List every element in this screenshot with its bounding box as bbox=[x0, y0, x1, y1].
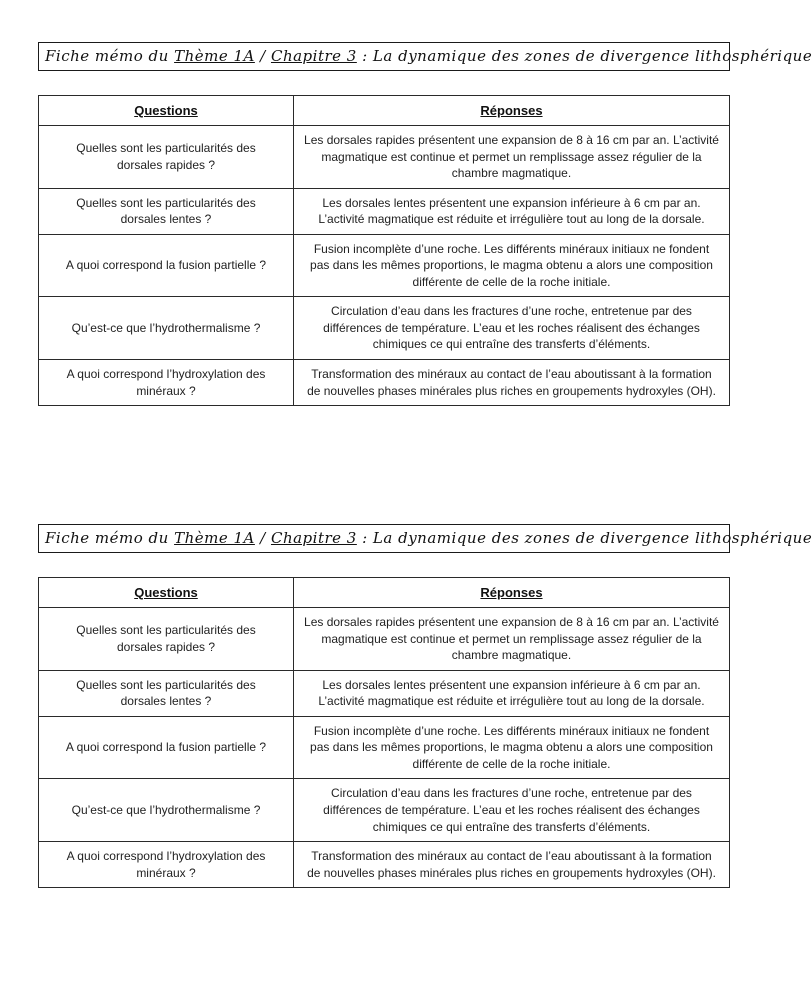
table-header-row bbox=[39, 96, 730, 126]
question-cell: A quoi correspond la fusion partielle ? bbox=[39, 716, 294, 779]
title-box bbox=[38, 524, 812, 553]
header-questions: Questions bbox=[39, 96, 294, 126]
table-row bbox=[39, 716, 730, 779]
question-cell: Quelles sont les particularités des dorsales rapides ? bbox=[39, 608, 294, 671]
question-cell: Quelles sont les particularités des dorsales rapides ? bbox=[39, 126, 294, 189]
answer-cell: Fusion incomplète d’une roche. Les différents minéraux initiaux ne fondent pas dans les mêmes proportions, le magma obtenu a alors une composition différente de celle de la roche initiale. bbox=[294, 234, 730, 297]
answer-cell: Transformation des minéraux au contact de l’eau aboutissant à la formation de nouvelles phases minérales plus riches en groupements hydroxyles (OH). bbox=[294, 360, 730, 406]
question-cell: A quoi correspond la fusion partielle ? bbox=[39, 234, 294, 297]
header-reponses: Réponses bbox=[294, 578, 730, 608]
table-row bbox=[39, 670, 730, 716]
table-row bbox=[39, 842, 730, 888]
question-cell: A quoi correspond l’hydroxylation des minéraux ? bbox=[39, 360, 294, 406]
memo-section-1 bbox=[38, 0, 812, 406]
answer-cell: Circulation d’eau dans les fractures d’une roche, entretenue par des différences de température. L’eau et les roches réalisent des échanges chimiques ce qui entraîne des transferts d’éléments. bbox=[294, 779, 730, 842]
table-row bbox=[39, 297, 730, 360]
answer-cell: Transformation des minéraux au contact de l’eau aboutissant à la formation de nouvelles phases minérales plus riches en groupements hydroxyles (OH). bbox=[294, 842, 730, 888]
answer-cell: Les dorsales rapides présentent une expansion de 8 à 16 cm par an. L’activité magmatique est continue et permet un remplissage assez régulier de la chambre magmatique. bbox=[294, 608, 730, 671]
answer-cell: Les dorsales rapides présentent une expansion de 8 à 16 cm par an. L’activité magmatique est continue et permet un remplissage assez régulier de la chambre magmatique. bbox=[294, 126, 730, 189]
table-header-row bbox=[39, 578, 730, 608]
answer-cell: Les dorsales lentes présentent une expansion inférieure à 6 cm par an. L’activité magmatique est réduite et irrégulière tout au long de la dorsale. bbox=[294, 188, 730, 234]
title-theme: Thème 1A bbox=[174, 529, 255, 548]
answer-cell: Fusion incomplète d’une roche. Les différents minéraux initiaux ne fondent pas dans les mêmes proportions, le magma obtenu a alors une composition différente de celle de la roche initiale. bbox=[294, 716, 730, 779]
title-rest: : La dynamique des zones de divergence lithosphérique bbox=[356, 529, 812, 548]
answer-cell: Les dorsales lentes présentent une expansion inférieure à 6 cm par an. L’activité magmatique est réduite et irrégulière tout au long de la dorsale. bbox=[294, 670, 730, 716]
title-rest: : La dynamique des zones de divergence lithosphérique bbox=[356, 47, 812, 65]
table-row bbox=[39, 234, 730, 297]
title-theme: Thème 1A bbox=[174, 47, 255, 65]
table-row bbox=[39, 360, 730, 406]
table-row bbox=[39, 779, 730, 842]
answer-cell: Circulation d’eau dans les fractures d’une roche, entretenue par des différences de température. L’eau et les roches réalisent des échanges chimiques ce qui entraîne des transferts d’éléments. bbox=[294, 297, 730, 360]
qa-table bbox=[38, 95, 730, 406]
question-cell: Quelles sont les particularités des dorsales lentes ? bbox=[39, 670, 294, 716]
header-questions: Questions bbox=[39, 578, 294, 608]
title-box bbox=[38, 42, 812, 71]
table-row bbox=[39, 126, 730, 189]
title-separator: / bbox=[254, 529, 271, 548]
question-cell: A quoi correspond l’hydroxylation des minéraux ? bbox=[39, 842, 294, 888]
question-cell: Qu’est-ce que l’hydrothermalisme ? bbox=[39, 297, 294, 360]
table-row bbox=[39, 608, 730, 671]
title-chapter: Chapitre 3 bbox=[270, 47, 357, 65]
title-prefix: Fiche mémo du bbox=[45, 47, 175, 65]
memo-section-2 bbox=[38, 406, 812, 888]
header-reponses: Réponses bbox=[294, 96, 730, 126]
question-cell: Qu’est-ce que l’hydrothermalisme ? bbox=[39, 779, 294, 842]
qa-table bbox=[38, 577, 730, 888]
table-row bbox=[39, 188, 730, 234]
title-prefix: Fiche mémo du bbox=[45, 529, 175, 548]
title-separator: / bbox=[254, 47, 271, 65]
title-chapter: Chapitre 3 bbox=[270, 529, 357, 548]
question-cell: Quelles sont les particularités des dorsales lentes ? bbox=[39, 188, 294, 234]
